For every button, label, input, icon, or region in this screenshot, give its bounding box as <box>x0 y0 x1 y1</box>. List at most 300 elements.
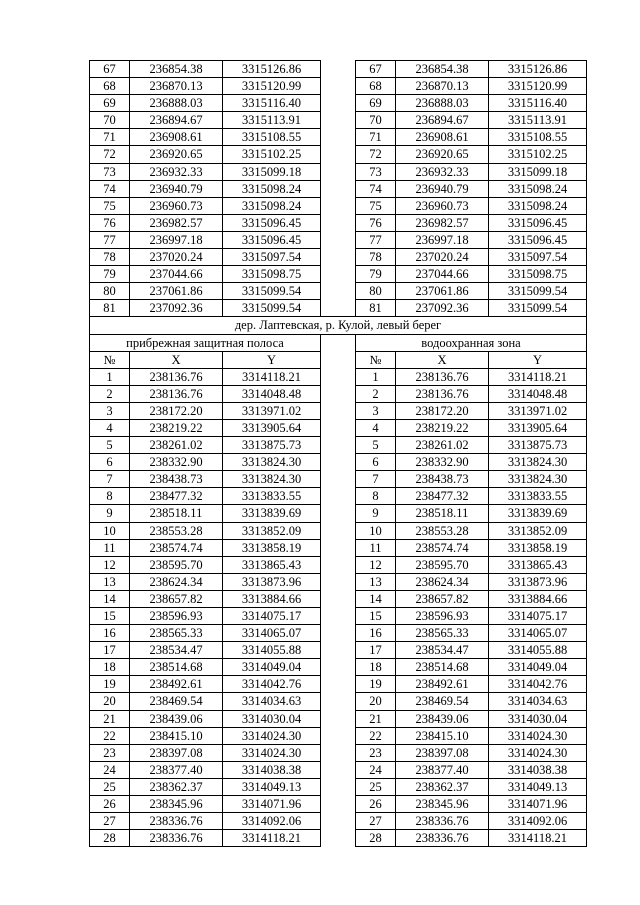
point-number: 27 <box>356 813 396 830</box>
x-coordinate: 236908.61 <box>130 129 223 146</box>
x-coordinate: 238261.02 <box>130 437 223 454</box>
column-gap <box>321 180 356 197</box>
x-coordinate: 238492.61 <box>396 676 489 693</box>
y-coordinate: 3314055.88 <box>223 642 321 659</box>
y-coordinate: 3315120.99 <box>223 78 321 95</box>
x-coordinate: 237044.66 <box>396 266 489 283</box>
point-number: 13 <box>90 573 130 590</box>
y-coordinate: 3315126.86 <box>489 61 587 78</box>
x-coordinate: 238261.02 <box>396 437 489 454</box>
column-gap <box>321 419 356 436</box>
y-coordinate: 3314075.17 <box>489 608 587 625</box>
table-row <box>90 300 587 317</box>
column-gap <box>321 813 356 830</box>
x-coordinate: 238438.73 <box>396 471 489 488</box>
point-number: 68 <box>90 78 130 95</box>
point-number: 71 <box>356 129 396 146</box>
point-number: 26 <box>90 796 130 813</box>
y-coordinate: 3313858.19 <box>489 539 587 556</box>
y-coordinate: 3313852.09 <box>489 522 587 539</box>
table-row <box>90 112 587 129</box>
x-coordinate: 236870.13 <box>130 78 223 95</box>
y-coordinate: 3315097.54 <box>223 249 321 266</box>
y-coordinate: 3315098.24 <box>223 180 321 197</box>
x-coordinate: 236940.79 <box>130 180 223 197</box>
x-coordinate: 238345.96 <box>130 796 223 813</box>
column-gap <box>321 454 356 471</box>
point-number: 77 <box>356 231 396 248</box>
header-x: X <box>130 351 223 368</box>
table-row <box>90 573 587 590</box>
x-coordinate: 238596.93 <box>130 608 223 625</box>
y-coordinate: 3315116.40 <box>489 95 587 112</box>
point-number: 25 <box>90 778 130 795</box>
y-coordinate: 3313858.19 <box>223 539 321 556</box>
coordinates-table <box>89 60 587 847</box>
point-number: 19 <box>90 676 130 693</box>
y-coordinate: 3315096.45 <box>223 231 321 248</box>
y-coordinate: 3315097.54 <box>489 249 587 266</box>
table-row <box>90 590 587 607</box>
x-coordinate: 238595.70 <box>396 556 489 573</box>
point-number: 4 <box>356 419 396 436</box>
x-coordinate: 238362.37 <box>130 778 223 795</box>
column-gap <box>321 300 356 317</box>
x-coordinate: 238219.22 <box>396 419 489 436</box>
x-coordinate: 236997.18 <box>396 231 489 248</box>
column-gap <box>321 625 356 642</box>
point-number: 8 <box>356 488 396 505</box>
x-coordinate: 238469.54 <box>130 693 223 710</box>
column-gap <box>321 505 356 522</box>
column-gap <box>321 744 356 761</box>
point-number: 74 <box>90 180 130 197</box>
point-number: 72 <box>356 146 396 163</box>
x-coordinate: 238219.22 <box>130 419 223 436</box>
table-row <box>90 659 587 676</box>
point-number: 16 <box>90 625 130 642</box>
y-coordinate: 3314030.04 <box>223 710 321 727</box>
column-gap <box>321 556 356 573</box>
x-coordinate: 238534.47 <box>396 642 489 659</box>
x-coordinate: 236888.03 <box>396 95 489 112</box>
y-coordinate: 3314071.96 <box>489 796 587 813</box>
x-coordinate: 238624.34 <box>130 573 223 590</box>
column-gap <box>321 471 356 488</box>
table-row <box>90 214 587 231</box>
point-number: 7 <box>90 471 130 488</box>
y-coordinate: 3314024.30 <box>223 744 321 761</box>
point-number: 20 <box>90 693 130 710</box>
point-number: 75 <box>356 197 396 214</box>
table-row <box>90 197 587 214</box>
y-coordinate: 3315098.75 <box>489 266 587 283</box>
y-coordinate: 3314048.48 <box>489 385 587 402</box>
x-coordinate: 238377.40 <box>396 761 489 778</box>
table-row <box>90 693 587 710</box>
y-coordinate: 3315126.86 <box>223 61 321 78</box>
point-number: 69 <box>90 95 130 112</box>
point-number: 10 <box>356 522 396 539</box>
x-coordinate: 238477.32 <box>396 488 489 505</box>
y-coordinate: 3313865.43 <box>223 556 321 573</box>
y-coordinate: 3314049.13 <box>489 778 587 795</box>
column-gap <box>321 693 356 710</box>
x-coordinate: 238136.76 <box>396 368 489 385</box>
point-number: 81 <box>90 300 130 317</box>
point-number: 27 <box>90 813 130 830</box>
y-coordinate: 3314024.30 <box>489 744 587 761</box>
x-coordinate: 238136.76 <box>130 368 223 385</box>
y-coordinate: 3315099.18 <box>223 163 321 180</box>
y-coordinate: 3315116.40 <box>223 95 321 112</box>
x-coordinate: 237020.24 <box>130 249 223 266</box>
column-gap <box>321 163 356 180</box>
point-number: 77 <box>90 231 130 248</box>
x-coordinate: 238657.82 <box>130 590 223 607</box>
x-coordinate: 238553.28 <box>396 522 489 539</box>
x-coordinate: 238332.90 <box>396 454 489 471</box>
y-coordinate: 3313905.64 <box>489 419 587 436</box>
y-coordinate: 3314049.13 <box>223 778 321 795</box>
point-number: 78 <box>356 249 396 266</box>
y-coordinate: 3313833.55 <box>489 488 587 505</box>
point-number: 2 <box>90 385 130 402</box>
point-number: 18 <box>90 659 130 676</box>
x-coordinate: 238397.08 <box>396 744 489 761</box>
y-coordinate: 3315102.25 <box>223 146 321 163</box>
table-row <box>90 368 587 385</box>
x-coordinate: 238553.28 <box>130 522 223 539</box>
y-coordinate: 3315113.91 <box>223 112 321 129</box>
column-gap <box>321 231 356 248</box>
point-number: 79 <box>90 266 130 283</box>
x-coordinate: 238415.10 <box>396 727 489 744</box>
point-number: 78 <box>90 249 130 266</box>
y-coordinate: 3313884.66 <box>223 590 321 607</box>
y-coordinate: 3315120.99 <box>489 78 587 95</box>
y-coordinate: 3315098.24 <box>489 180 587 197</box>
column-gap <box>321 351 356 368</box>
x-coordinate: 237044.66 <box>130 266 223 283</box>
table-row <box>90 95 587 112</box>
x-coordinate: 236908.61 <box>396 129 489 146</box>
table-row <box>90 761 587 778</box>
point-number: 21 <box>90 710 130 727</box>
point-number: 1 <box>90 368 130 385</box>
y-coordinate: 3315108.55 <box>223 129 321 146</box>
x-coordinate: 238477.32 <box>130 488 223 505</box>
point-number: 18 <box>356 659 396 676</box>
y-coordinate: 3315099.54 <box>489 300 587 317</box>
point-number: 7 <box>356 471 396 488</box>
point-number: 23 <box>90 744 130 761</box>
section-title-row <box>90 317 587 334</box>
point-number: 28 <box>90 830 130 847</box>
x-coordinate: 237092.36 <box>130 300 223 317</box>
x-coordinate: 236997.18 <box>130 231 223 248</box>
y-coordinate: 3314038.38 <box>489 761 587 778</box>
y-coordinate: 3315099.54 <box>223 283 321 300</box>
x-coordinate: 236894.67 <box>130 112 223 129</box>
x-coordinate: 236940.79 <box>396 180 489 197</box>
y-coordinate: 3314034.63 <box>489 693 587 710</box>
y-coordinate: 3315099.54 <box>489 283 587 300</box>
x-coordinate: 238624.34 <box>396 573 489 590</box>
table-row <box>90 676 587 693</box>
x-coordinate: 238514.68 <box>130 659 223 676</box>
y-coordinate: 3315096.45 <box>489 214 587 231</box>
point-number: 12 <box>356 556 396 573</box>
y-coordinate: 3314042.76 <box>223 676 321 693</box>
point-number: 5 <box>356 437 396 454</box>
x-coordinate: 238362.37 <box>396 778 489 795</box>
x-coordinate: 238397.08 <box>130 744 223 761</box>
point-number: 9 <box>356 505 396 522</box>
point-number: 79 <box>356 266 396 283</box>
point-number: 70 <box>356 112 396 129</box>
header-y: Y <box>223 351 321 368</box>
y-coordinate: 3314118.21 <box>489 830 587 847</box>
point-number: 19 <box>356 676 396 693</box>
x-coordinate: 238574.74 <box>396 539 489 556</box>
x-coordinate: 236932.33 <box>396 163 489 180</box>
x-coordinate: 236854.38 <box>396 61 489 78</box>
column-gap <box>321 112 356 129</box>
column-gap <box>321 368 356 385</box>
table-row <box>90 642 587 659</box>
y-coordinate: 3313839.69 <box>489 505 587 522</box>
point-number: 81 <box>356 300 396 317</box>
column-gap <box>321 573 356 590</box>
y-coordinate: 3315098.24 <box>223 197 321 214</box>
table-row <box>90 61 587 78</box>
point-number: 21 <box>356 710 396 727</box>
x-coordinate: 238336.76 <box>396 830 489 847</box>
column-gap <box>321 676 356 693</box>
y-coordinate: 3313971.02 <box>489 402 587 419</box>
point-number: 13 <box>356 573 396 590</box>
point-number: 70 <box>90 112 130 129</box>
x-coordinate: 238439.06 <box>396 710 489 727</box>
table-row <box>90 385 587 402</box>
x-coordinate: 238492.61 <box>130 676 223 693</box>
point-number: 4 <box>90 419 130 436</box>
table-row <box>90 539 587 556</box>
y-coordinate: 3313824.30 <box>223 471 321 488</box>
x-coordinate: 238172.20 <box>396 402 489 419</box>
table-row <box>90 796 587 813</box>
x-coordinate: 236854.38 <box>130 61 223 78</box>
point-number: 6 <box>90 454 130 471</box>
column-gap <box>321 214 356 231</box>
y-coordinate: 3314118.21 <box>223 368 321 385</box>
column-gap <box>321 283 356 300</box>
table-row <box>90 556 587 573</box>
table-row <box>90 266 587 283</box>
y-coordinate: 3315099.54 <box>223 300 321 317</box>
x-coordinate: 237020.24 <box>396 249 489 266</box>
point-number: 73 <box>90 163 130 180</box>
table-row <box>90 78 587 95</box>
y-coordinate: 3314092.06 <box>489 813 587 830</box>
column-gap <box>321 129 356 146</box>
point-number: 5 <box>90 437 130 454</box>
table-row <box>90 419 587 436</box>
left-zone-header: прибрежная защитная полоса <box>90 334 321 351</box>
column-gap <box>321 61 356 78</box>
x-coordinate: 236894.67 <box>396 112 489 129</box>
point-number: 14 <box>356 590 396 607</box>
y-coordinate: 3315096.45 <box>223 214 321 231</box>
column-gap <box>321 642 356 659</box>
x-coordinate: 238136.76 <box>396 385 489 402</box>
point-number: 12 <box>90 556 130 573</box>
x-coordinate: 236920.65 <box>130 146 223 163</box>
table-row <box>90 437 587 454</box>
point-number: 28 <box>356 830 396 847</box>
column-gap <box>321 78 356 95</box>
y-coordinate: 3315108.55 <box>489 129 587 146</box>
column-gap <box>321 830 356 847</box>
y-coordinate: 3315099.18 <box>489 163 587 180</box>
y-coordinate: 3313833.55 <box>223 488 321 505</box>
x-coordinate: 238514.68 <box>396 659 489 676</box>
table-row <box>90 231 587 248</box>
section-title: дер. Лаптевская, р. Кулой, левый берег <box>90 317 587 334</box>
header-number: № <box>90 351 130 368</box>
y-coordinate: 3315102.25 <box>489 146 587 163</box>
point-number: 22 <box>90 727 130 744</box>
x-coordinate: 236960.73 <box>396 197 489 214</box>
column-gap <box>321 761 356 778</box>
point-number: 17 <box>90 642 130 659</box>
x-coordinate: 236982.57 <box>396 214 489 231</box>
y-coordinate: 3314071.96 <box>223 796 321 813</box>
x-coordinate: 238657.82 <box>396 590 489 607</box>
x-coordinate: 236960.73 <box>130 197 223 214</box>
point-number: 16 <box>356 625 396 642</box>
y-coordinate: 3314118.21 <box>489 368 587 385</box>
point-number: 10 <box>90 522 130 539</box>
point-number: 6 <box>356 454 396 471</box>
y-coordinate: 3314092.06 <box>223 813 321 830</box>
column-gap <box>321 608 356 625</box>
point-number: 67 <box>356 61 396 78</box>
table-row <box>90 402 587 419</box>
point-number: 75 <box>90 197 130 214</box>
point-number: 15 <box>90 608 130 625</box>
y-coordinate: 3313824.30 <box>489 454 587 471</box>
y-coordinate: 3313865.43 <box>489 556 587 573</box>
table-row <box>90 163 587 180</box>
x-coordinate: 238565.33 <box>130 625 223 642</box>
table-row <box>90 505 587 522</box>
point-number: 9 <box>90 505 130 522</box>
point-number: 80 <box>90 283 130 300</box>
column-gap <box>321 95 356 112</box>
y-coordinate: 3313873.96 <box>223 573 321 590</box>
column-gap <box>321 590 356 607</box>
x-coordinate: 238345.96 <box>396 796 489 813</box>
point-number: 23 <box>356 744 396 761</box>
x-coordinate: 237061.86 <box>130 283 223 300</box>
point-number: 11 <box>90 539 130 556</box>
point-number: 11 <box>356 539 396 556</box>
table-row <box>90 727 587 744</box>
table-row <box>90 249 587 266</box>
column-gap <box>321 197 356 214</box>
x-coordinate: 236932.33 <box>130 163 223 180</box>
point-number: 22 <box>356 727 396 744</box>
y-coordinate: 3313875.73 <box>223 437 321 454</box>
point-number: 76 <box>356 214 396 231</box>
x-coordinate: 236888.03 <box>130 95 223 112</box>
point-number: 76 <box>90 214 130 231</box>
point-number: 3 <box>356 402 396 419</box>
y-coordinate: 3315098.24 <box>489 197 587 214</box>
y-coordinate: 3314030.04 <box>489 710 587 727</box>
x-coordinate: 238469.54 <box>396 693 489 710</box>
column-gap <box>321 539 356 556</box>
table-row <box>90 146 587 163</box>
point-number: 74 <box>356 180 396 197</box>
point-number: 24 <box>356 761 396 778</box>
column-gap <box>321 488 356 505</box>
point-number: 26 <box>356 796 396 813</box>
column-gap <box>321 778 356 795</box>
x-coordinate: 238336.76 <box>130 830 223 847</box>
column-gap <box>321 727 356 744</box>
table-row <box>90 813 587 830</box>
column-gap <box>321 146 356 163</box>
point-number: 69 <box>356 95 396 112</box>
y-coordinate: 3314024.30 <box>223 727 321 744</box>
y-coordinate: 3314048.48 <box>223 385 321 402</box>
table-row <box>90 778 587 795</box>
x-coordinate: 237061.86 <box>396 283 489 300</box>
y-coordinate: 3313839.69 <box>223 505 321 522</box>
point-number: 14 <box>90 590 130 607</box>
point-number: 73 <box>356 163 396 180</box>
point-number: 1 <box>356 368 396 385</box>
point-number: 8 <box>90 488 130 505</box>
y-coordinate: 3313884.66 <box>489 590 587 607</box>
header-number: № <box>356 351 396 368</box>
table-row <box>90 744 587 761</box>
x-coordinate: 238332.90 <box>130 454 223 471</box>
y-coordinate: 3314065.07 <box>489 625 587 642</box>
y-coordinate: 3314024.30 <box>489 727 587 744</box>
y-coordinate: 3313873.96 <box>489 573 587 590</box>
point-number: 71 <box>90 129 130 146</box>
x-coordinate: 238336.76 <box>396 813 489 830</box>
coordinates-document <box>89 60 586 847</box>
x-coordinate: 238336.76 <box>130 813 223 830</box>
header-y: Y <box>489 351 587 368</box>
x-coordinate: 238518.11 <box>396 505 489 522</box>
x-coordinate: 238574.74 <box>130 539 223 556</box>
column-gap <box>321 796 356 813</box>
column-gap <box>321 402 356 419</box>
table-row <box>90 625 587 642</box>
y-coordinate: 3313905.64 <box>223 419 321 436</box>
table-row <box>90 180 587 197</box>
point-number: 3 <box>90 402 130 419</box>
y-coordinate: 3314038.38 <box>223 761 321 778</box>
x-coordinate: 238136.76 <box>130 385 223 402</box>
column-gap <box>321 522 356 539</box>
